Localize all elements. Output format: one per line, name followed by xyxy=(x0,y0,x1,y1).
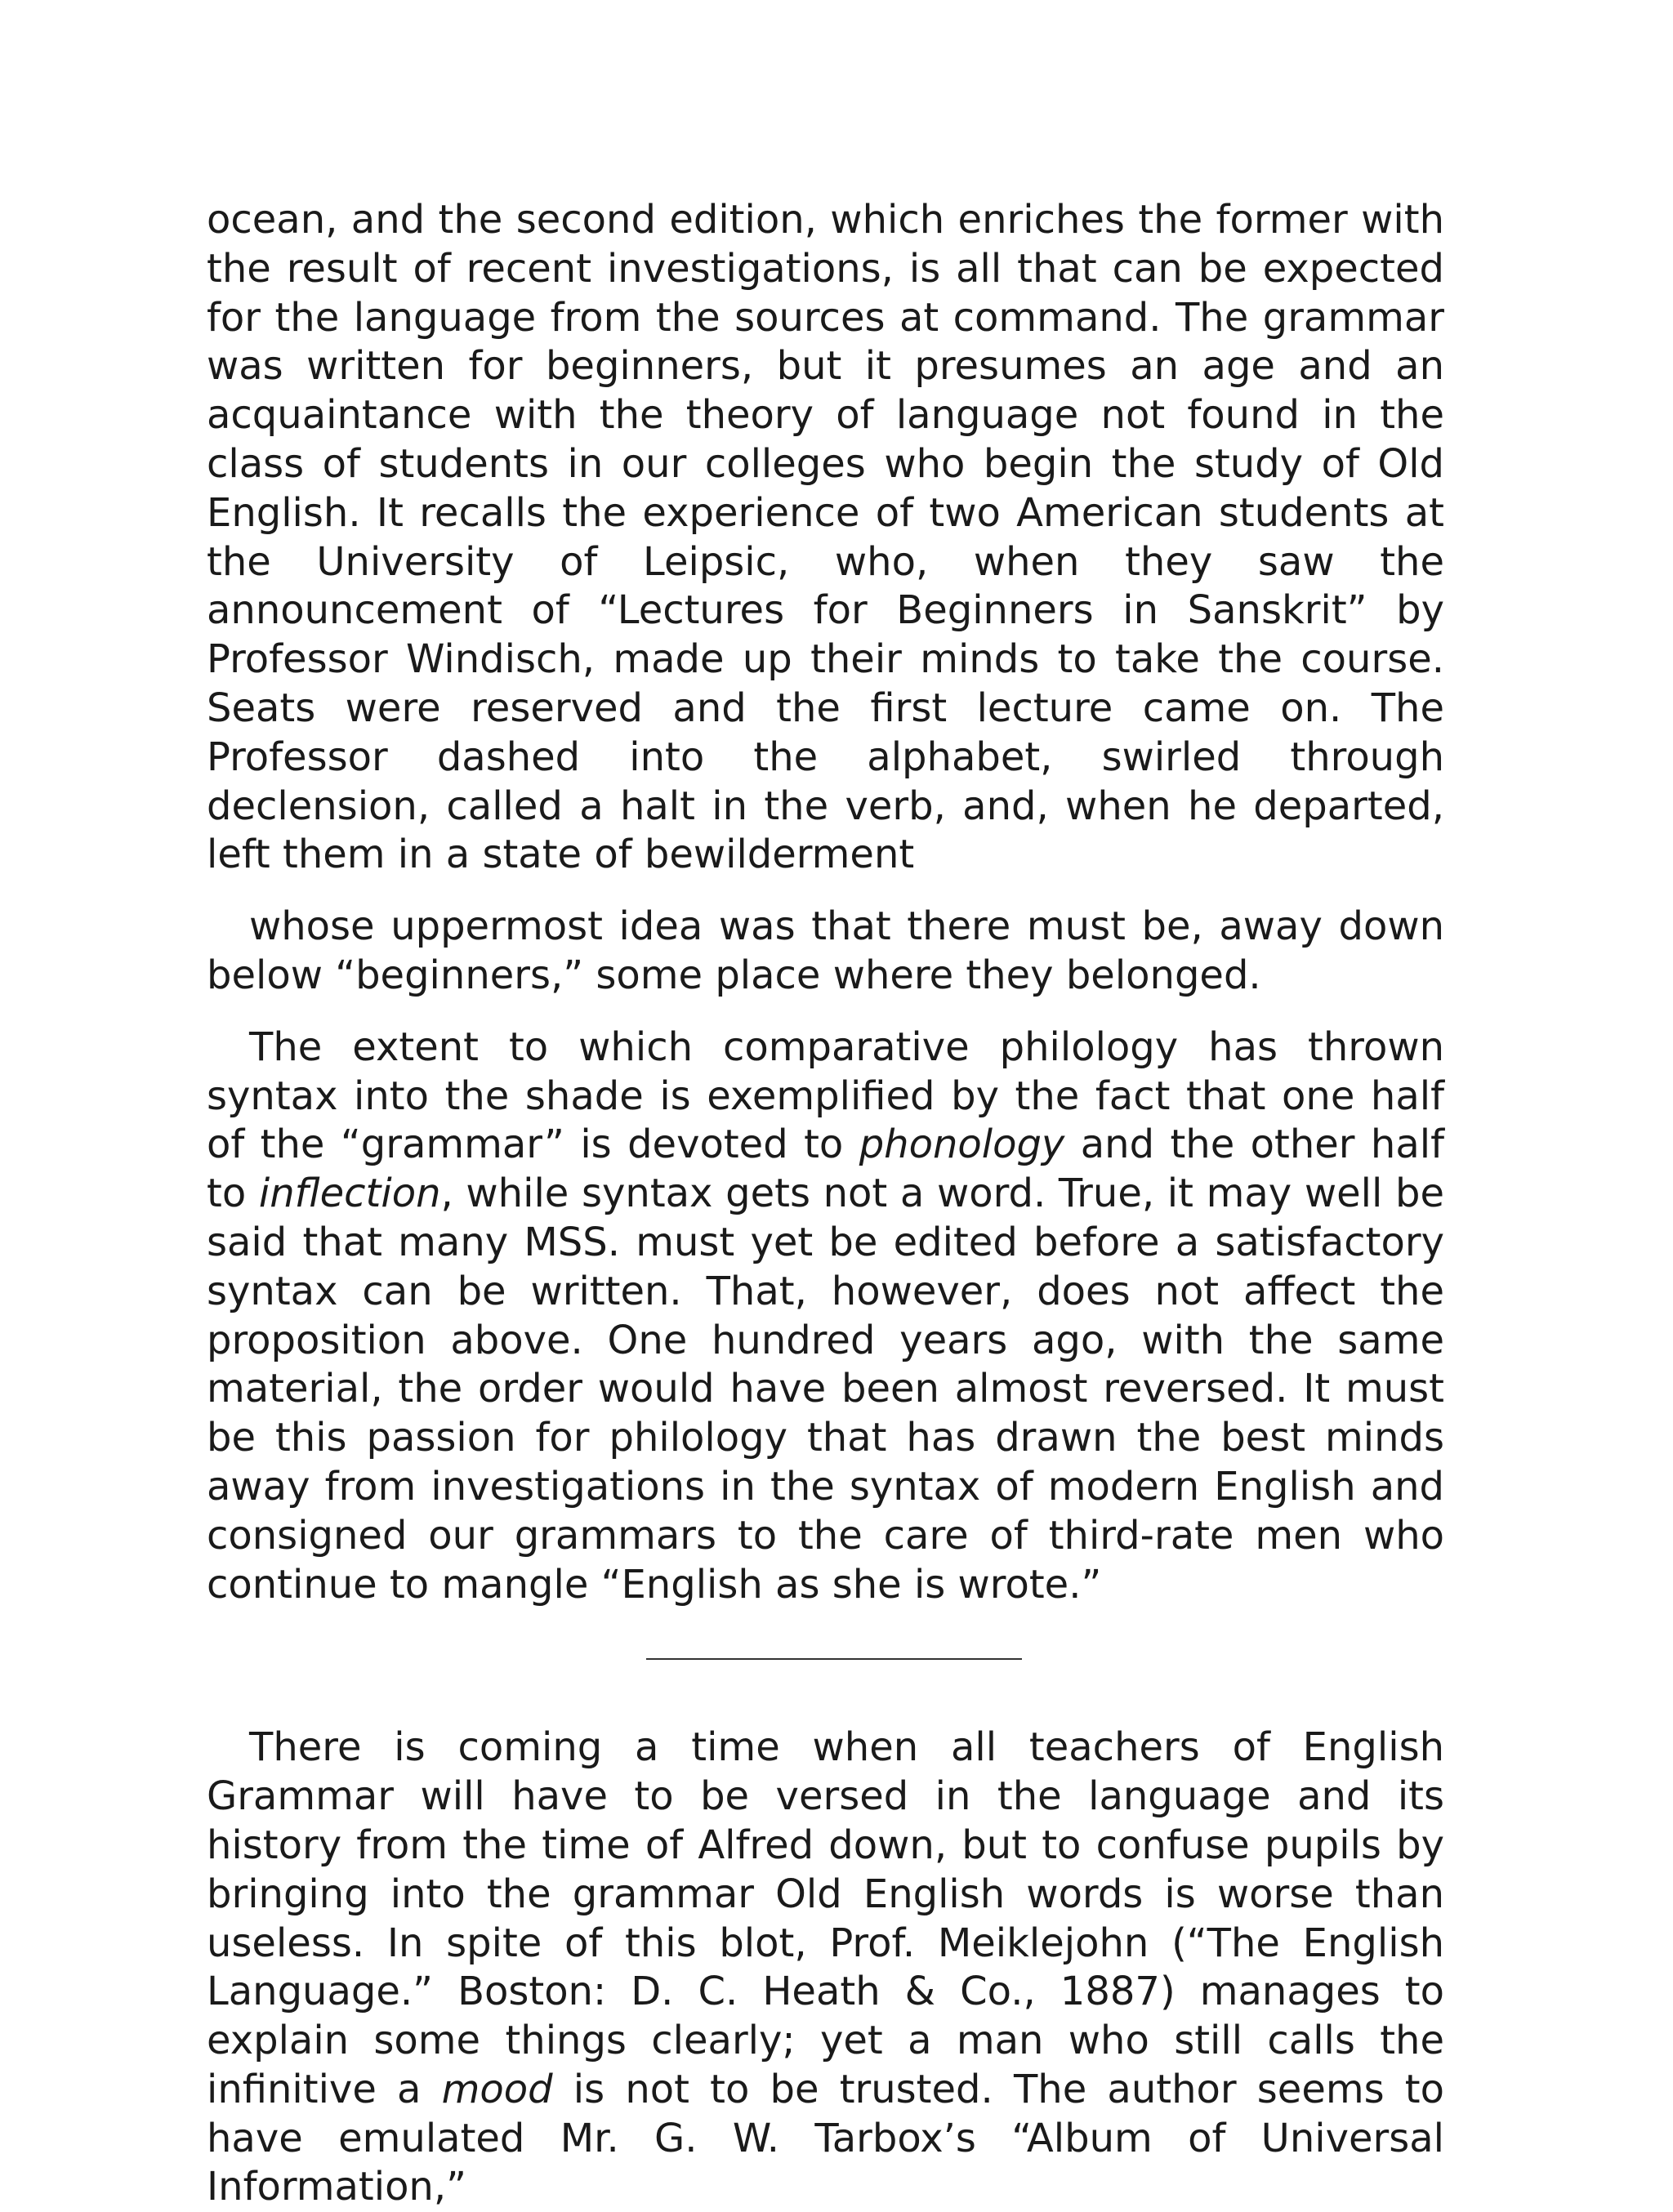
paragraph-3-italic-phonology: phonology xyxy=(859,1122,1065,1168)
paragraph-2 xyxy=(207,903,1444,1001)
paragraph-4-italic-mood: mood xyxy=(441,2066,553,2112)
paragraph-3-italic-inflection: inflection xyxy=(258,1171,441,1217)
paragraph-1 xyxy=(207,196,1444,880)
paragraph-4-text-b: is not to be trusted. The author seems to have emulated Mr. G. W. Tarbox’s “Album of Universal Information,” xyxy=(207,2066,1444,2210)
paragraph-4 xyxy=(207,1724,1444,2212)
paragraph-3 xyxy=(207,1023,1444,1610)
paragraph-4-text-a: There is coming a time when all teachers of English Grammar will have to be versed in the language and its history from the time of Alfred down, but to confuse pupils by bringing into the grammar Old English words is worse than useless. In spite of this blot, Prof. Meiklejohn (“The English Language.” Boston: D. C. Heath & Co., 1887) manages to explain some things clearly; yet a man who still calls the infinitive a xyxy=(207,1724,1444,2112)
paragraph-3-text-a: The extent to which comparative philology has thrown syntax into the shade is exemplified by the fact that one half of the “grammar” is devoted to xyxy=(207,1023,1444,1168)
document-page xyxy=(207,196,1444,2212)
section-divider xyxy=(646,1658,1022,1660)
paragraph-3-text-c: , while syntax gets not a word. True, it may well be said that many MSS. must yet be edited before a satisfactory syntax can be written. That, however, does not affect the proposition above. One hundred years ago, with the same material, the order would have been almost reversed. It must be this passion for philology that has drawn the best minds away from investigations in the syntax of modern English and consigned our grammars to the care of third-rate men who continue to mangle “English as she is wrote.” xyxy=(207,1171,1444,1608)
paragraph-1-text: ocean, and the second edition, which enriches the former with the result of recent investigations, is all that can be expected for the language from the sources at command. The grammar was written for beginners, but it presumes an age and an acquaintance with the theory of language not found in the class of students in our colleges who begin the study of Old English. It recalls the experience of two American students at the University of Leipsic, who, when they saw the announcement of “Lectures for Beginners in Sanskrit” by Professor Windisch, made up their minds to take the course. Seats were reserved and the first lecture came on. The Professor dashed into the alphabet, swirled through declension, called a halt in the verb, and, when he departed, left them in a state of bewilderment xyxy=(207,197,1444,878)
paragraph-2-text: whose uppermost idea was that there must be, away down below “beginners,” some place where they belonged. xyxy=(207,903,1444,998)
paragraph-3-text-b: and the other half to xyxy=(207,1122,1444,1217)
